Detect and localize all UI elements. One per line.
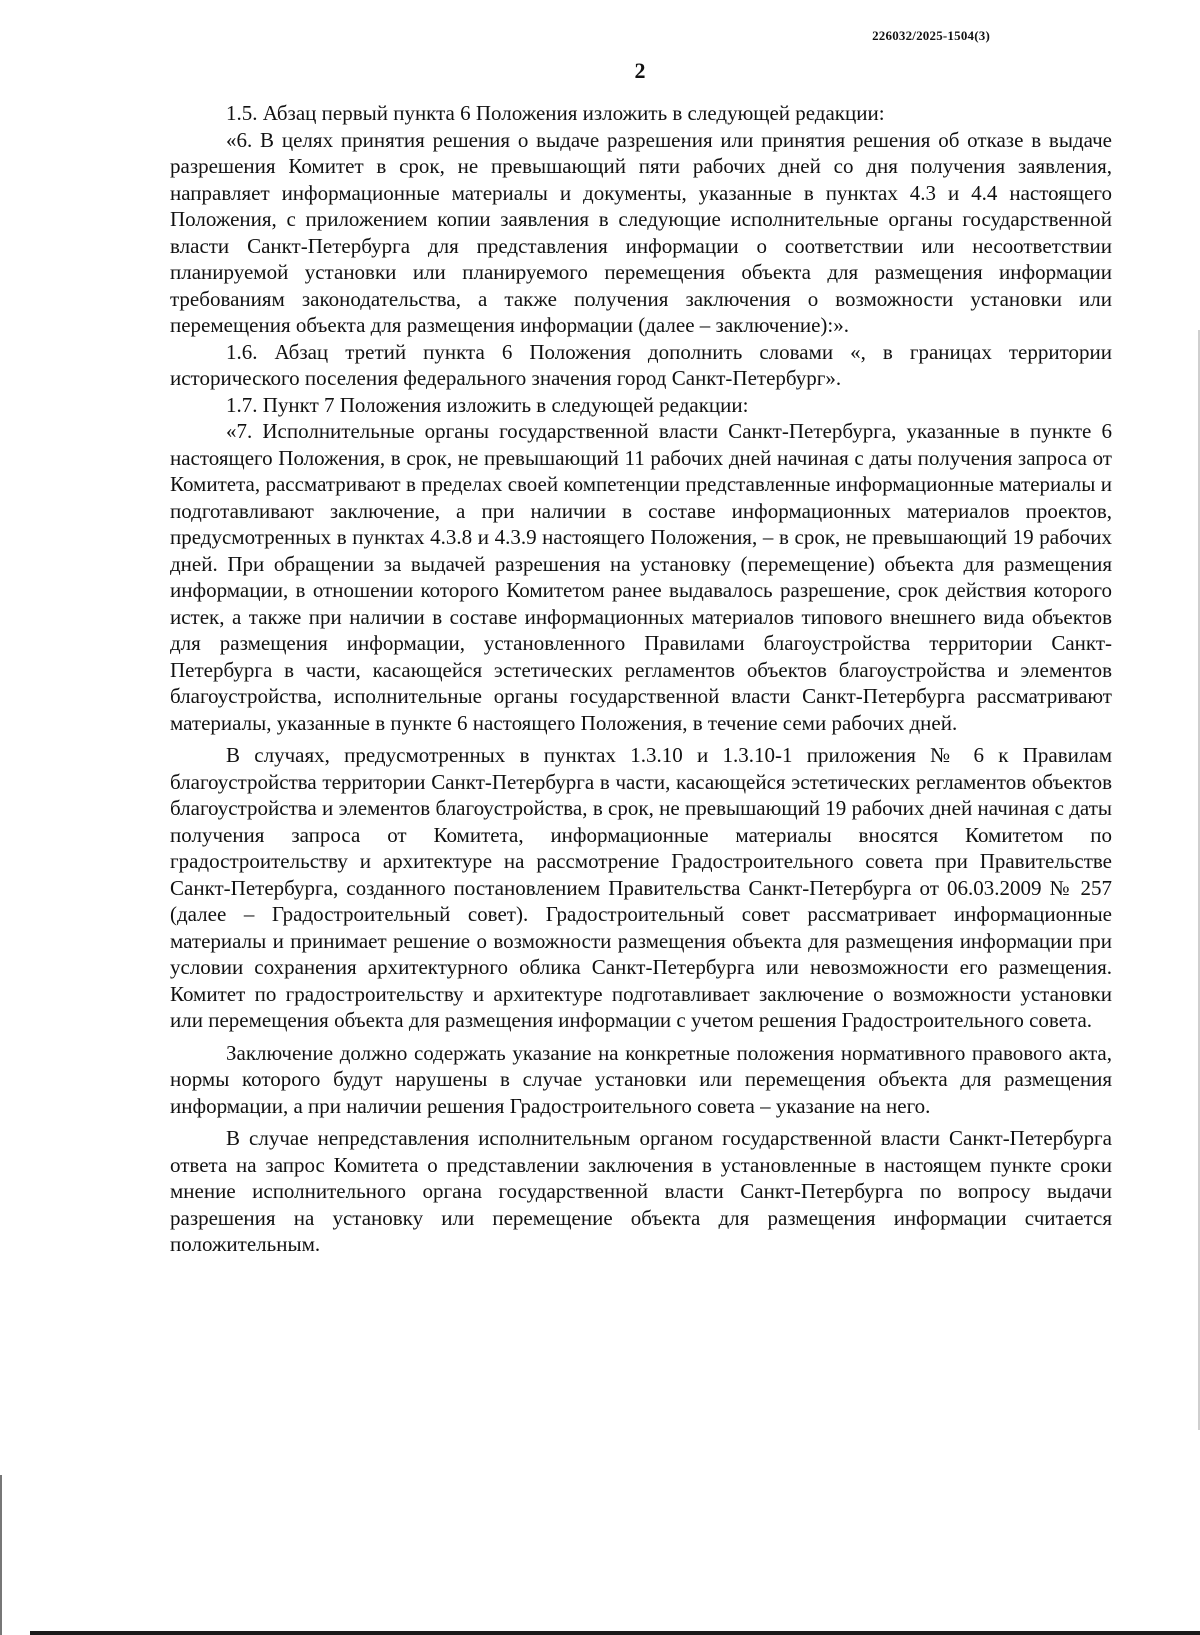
document-registration-number: 226032/2025-1504(3) — [872, 28, 990, 43]
scan-edge-left — [0, 1475, 2, 1635]
paragraph-urban-council: В случаях, предусмотренных в пунктах 1.3.10 и 1.3.10-1 приложения № 6 к Правилам благоустройства территории Санкт-Петербурга в части, касающейся эстетических регламентов объектов благоустройства и элементов благоустройства, в срок, не превышающий 19 рабочих дней начиная с даты получения запроса от Комитета, информационные материалы вносятся Комитетом по градостроительству и архитектуре на рассмотрение Градостроительного совета при Правительстве Санкт-Петербурга, созданного постановлением Правительства Санкт-Петербурга от 06.03.2009 № 257 (далее – Градостроительный совет). Градостроительный совет рассматривает информационные материалы и принимает решение о возможности размещения объекта для размещения информации при условии сохранения архитектурного облика Санкт-Петербурга или невозможности его размещения. Комитет по градостроительству и архитектуре подготавливает заключение о возможности установки или перемещения объекта для размещения информации с учетом решения Градостроительного совета. — [170, 743, 1112, 1032]
page-number: 2 — [634, 58, 646, 83]
paragraph-1-6: 1.6. Абзац третий пункта 6 Положения дополнить словами «, в границах территории исторического поселения федерального значения город Санкт-Петербург». — [170, 339, 1112, 390]
paragraph-1-5: 1.5. Абзац первый пункта 6 Положения изложить в следующей редакции: — [226, 101, 885, 125]
paragraph-conclusion-requirements: Заключение должно содержать указание на конкретные положения нормативного правового акта, нормы которого будут нарушены в случае установки или перемещения объекта для размещения информации, а при наличии решения Градостроительного совета – указание на него. — [170, 1040, 1112, 1118]
paragraph-point-6-text: «6. В целях принятия решения о выдаче разрешения или принятия решения об отказе в выдаче разрешения Комитет в срок, не превышающий пяти рабочих дней со дня получения заявления, направляет информационные материалы и документы, указанные в пунктах 4.3 и 4.4 настоящего Положения, с приложением копии заявления в следующие исполнительные органы государственной власти Санкт-Петербурга для представления информации о соответствии или несоответствии планируемой установки или планируемого перемещения объекта для размещения информации требованиям законодательства, а также получения заключения о возможности установки или перемещения объекта для размещения информации (далее – заключение):». — [170, 127, 1112, 337]
paragraph-non-submission: В случае непредставления исполнительным органом государственной власти Санкт-Петербурга ответа на запрос Комитета о представлении заключения в установленные в настоящем пункте сроки мнение исполнительного органа государственной власти Санкт-Петербурга по вопросу выдачи разрешения на установку или перемещение объекта для размещения информации считается положительным. — [170, 1126, 1112, 1256]
document-body — [170, 100, 1112, 1258]
scan-edge-bottom — [30, 1631, 1200, 1635]
paragraph-1-7: 1.7. Пункт 7 Положения изложить в следующей редакции: — [226, 392, 749, 417]
paragraph-point-7-text: «7. Исполнительные органы государственной власти Санкт-Петербурга, указанные в пункте 6 настоящего Положения, в срок, не превышающий 11 рабочих дней начиная с даты получения запроса от Комитета, рассматривают в пределах своей компетенции представленные информационные материалы и подготавливают заключение, а при наличии в составе информационных материалов проектов, предусмотренных в пунктах 4.3.8 и 4.3.9 настоящего Положения, – в срок, не превышающий 19 рабочих дней. При обращении за выдачей разрешения на установку (перемещение) объекта для размещения информации, в отношении которого Комитетом ранее выдавалось разрешение, срок действия которого истек, а также при наличии в составе информационных материалов типового внешнего вида объектов для размещения информации, установленного Правилами благоустройства территории Санкт-Петербурга в части, касающейся эстетических регламентов объектов благоустройства и элементов благоустройства, исполнительные органы государственной власти Санкт-Петербурга рассматривают материалы, указанные в пункте 6 настоящего Положения, в течение семи рабочих дней. — [170, 419, 1112, 735]
